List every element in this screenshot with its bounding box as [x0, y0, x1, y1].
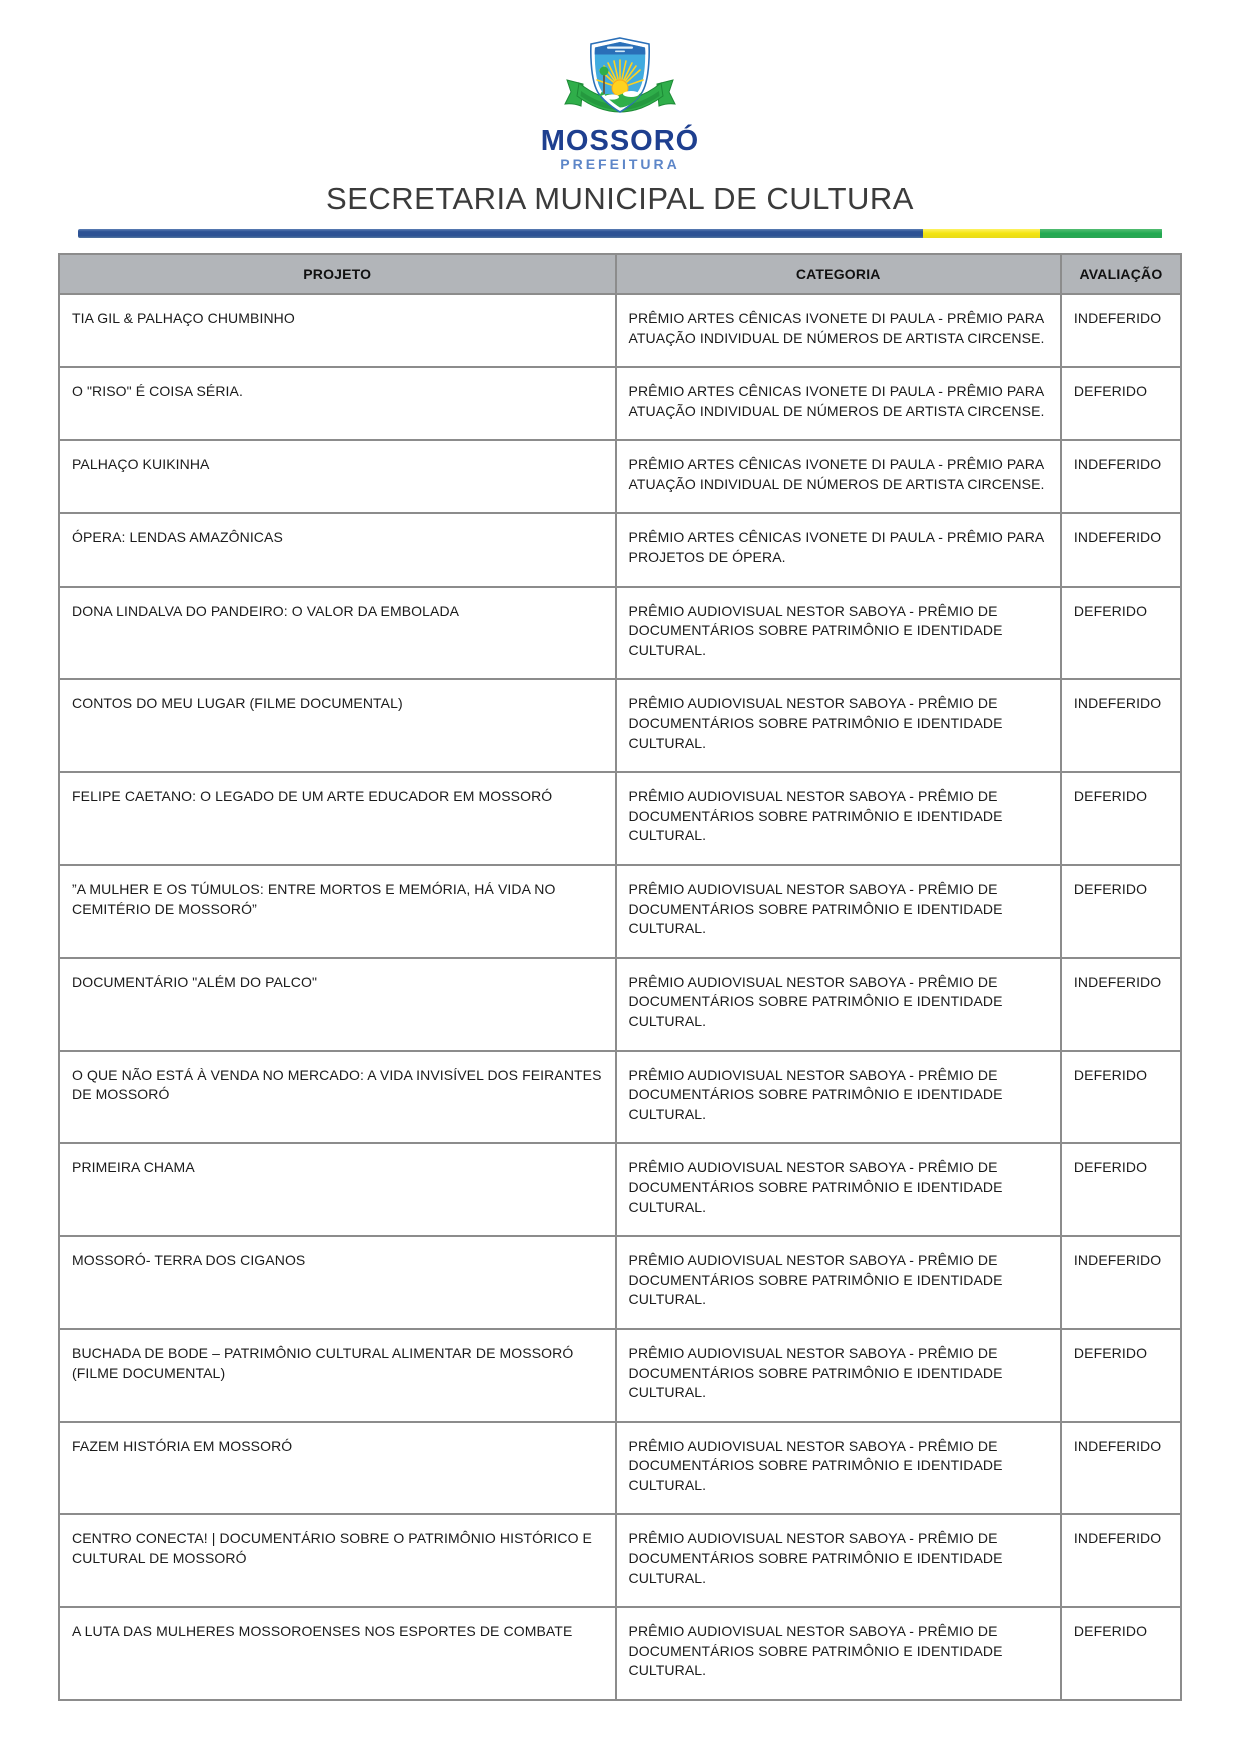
cell-categoria: PRÊMIO AUDIOVISUAL NESTOR SABOYA - PRÊMIO DE DOCUMENTÁRIOS SOBRE PATRIMÔNIO E IDENTIDADE CULTURAL. — [616, 1607, 1061, 1700]
cell-avaliacao: DEFERIDO — [1061, 367, 1181, 440]
cell-projeto: MOSSORÓ- TERRA DOS CIGANOS — [59, 1236, 616, 1329]
cell-categoria: PRÊMIO AUDIOVISUAL NESTOR SABOYA - PRÊMIO DE DOCUMENTÁRIOS SOBRE PATRIMÔNIO E IDENTIDADE CULTURAL. — [616, 865, 1061, 958]
cell-categoria: PRÊMIO ARTES CÊNICAS IVONETE DI PAULA - PRÊMIO PARA ATUAÇÃO INDIVIDUAL DE NÚMEROS DE ARTISTA CIRCENSE. — [616, 440, 1061, 513]
cell-avaliacao: DEFERIDO — [1061, 772, 1181, 865]
tricolor-divider-bar — [78, 229, 1163, 238]
table-body — [59, 294, 1181, 1700]
cell-projeto: PRIMEIRA CHAMA — [59, 1143, 616, 1236]
document-header — [0, 0, 1240, 238]
cell-avaliacao: INDEFERIDO — [1061, 1422, 1181, 1515]
cell-categoria: PRÊMIO ARTES CÊNICAS IVONETE DI PAULA - PRÊMIO PARA PROJETOS DE ÓPERA. — [616, 513, 1061, 586]
mossoro-crest-icon — [545, 36, 695, 124]
cell-avaliacao: DEFERIDO — [1061, 865, 1181, 958]
cell-projeto: ÓPERA: LENDAS AMAZÔNICAS — [59, 513, 616, 586]
cell-categoria: PRÊMIO AUDIOVISUAL NESTOR SABOYA - PRÊMIO DE DOCUMENTÁRIOS SOBRE PATRIMÔNIO E IDENTIDADE CULTURAL. — [616, 1236, 1061, 1329]
table-row — [59, 1514, 1181, 1607]
cell-categoria: PRÊMIO AUDIOVISUAL NESTOR SABOYA - PRÊMIO DE DOCUMENTÁRIOS SOBRE PATRIMÔNIO E IDENTIDADE CULTURAL. — [616, 679, 1061, 772]
cell-categoria: PRÊMIO AUDIOVISUAL NESTOR SABOYA - PRÊMIO DE DOCUMENTÁRIOS SOBRE PATRIMÔNIO E IDENTIDADE CULTURAL. — [616, 1514, 1061, 1607]
cell-projeto: TIA GIL & PALHAÇO CHUMBINHO — [59, 294, 616, 367]
cell-avaliacao: INDEFERIDO — [1061, 1236, 1181, 1329]
cell-projeto: FAZEM HISTÓRIA EM MOSSORÓ — [59, 1422, 616, 1515]
cell-categoria: PRÊMIO AUDIOVISUAL NESTOR SABOYA - PRÊMIO DE DOCUMENTÁRIOS SOBRE PATRIMÔNIO E IDENTIDADE CULTURAL. — [616, 1051, 1061, 1144]
cell-avaliacao: DEFERIDO — [1061, 1051, 1181, 1144]
table-row — [59, 958, 1181, 1051]
cell-projeto: CONTOS DO MEU LUGAR (FILME DOCUMENTAL) — [59, 679, 616, 772]
cell-categoria: PRÊMIO ARTES CÊNICAS IVONETE DI PAULA - PRÊMIO PARA ATUAÇÃO INDIVIDUAL DE NÚMEROS DE ARTISTA CIRCENSE. — [616, 367, 1061, 440]
table-row — [59, 865, 1181, 958]
page-title: SECRETARIA MUNICIPAL DE CULTURA — [326, 180, 914, 216]
cell-projeto: BUCHADA DE BODE – PATRIMÔNIO CULTURAL ALIMENTAR DE MOSSORÓ (FILME DOCUMENTAL) — [59, 1329, 616, 1422]
cell-categoria: PRÊMIO AUDIOVISUAL NESTOR SABOYA - PRÊMIO DE DOCUMENTÁRIOS SOBRE PATRIMÔNIO E IDENTIDADE CULTURAL. — [616, 958, 1061, 1051]
cell-projeto: DOCUMENTÁRIO "ALÉM DO PALCO" — [59, 958, 616, 1051]
table-row — [59, 1143, 1181, 1236]
table-row — [59, 1236, 1181, 1329]
cell-categoria: PRÊMIO AUDIOVISUAL NESTOR SABOYA - PRÊMIO DE DOCUMENTÁRIOS SOBRE PATRIMÔNIO E IDENTIDADE CULTURAL. — [616, 772, 1061, 865]
cell-projeto: O QUE NÃO ESTÁ À VENDA NO MERCADO: A VIDA INVISÍVEL DOS FEIRANTES DE MOSSORÓ — [59, 1051, 616, 1144]
table-row — [59, 440, 1181, 513]
table-row — [59, 1329, 1181, 1422]
cell-projeto: DONA LINDALVA DO PANDEIRO: O VALOR DA EMBOLADA — [59, 587, 616, 680]
cell-categoria: PRÊMIO AUDIOVISUAL NESTOR SABOYA - PRÊMIO DE DOCUMENTÁRIOS SOBRE PATRIMÔNIO E IDENTIDADE CULTURAL. — [616, 587, 1061, 680]
cell-categoria: PRÊMIO AUDIOVISUAL NESTOR SABOYA - PRÊMIO DE DOCUMENTÁRIOS SOBRE PATRIMÔNIO E IDENTIDADE CULTURAL. — [616, 1143, 1061, 1236]
table-row — [59, 513, 1181, 586]
column-header-categoria: CATEGORIA — [616, 254, 1061, 294]
column-header-avaliacao: AVALIAÇÃO — [1061, 254, 1181, 294]
cell-categoria: PRÊMIO AUDIOVISUAL NESTOR SABOYA - PRÊMIO DE DOCUMENTÁRIOS SOBRE PATRIMÔNIO E IDENTIDADE CULTURAL. — [616, 1422, 1061, 1515]
table-row — [59, 1607, 1181, 1700]
table-header-row — [59, 254, 1181, 294]
cell-avaliacao: DEFERIDO — [1061, 1329, 1181, 1422]
cell-categoria: PRÊMIO AUDIOVISUAL NESTOR SABOYA - PRÊMIO DE DOCUMENTÁRIOS SOBRE PATRIMÔNIO E IDENTIDADE CULTURAL. — [616, 1329, 1061, 1422]
cell-avaliacao: INDEFERIDO — [1061, 1514, 1181, 1607]
cell-projeto: PALHAÇO KUIKINHA — [59, 440, 616, 513]
cell-avaliacao: DEFERIDO — [1061, 1143, 1181, 1236]
cell-avaliacao: DEFERIDO — [1061, 587, 1181, 680]
cell-avaliacao: INDEFERIDO — [1061, 679, 1181, 772]
table-row — [59, 1422, 1181, 1515]
table-row — [59, 679, 1181, 772]
table-row — [59, 1051, 1181, 1144]
projects-table — [58, 253, 1182, 1701]
table-row — [59, 772, 1181, 865]
cell-projeto: CENTRO CONECTA! | DOCUMENTÁRIO SOBRE O PATRIMÔNIO HISTÓRICO E CULTURAL DE MOSSORÓ — [59, 1514, 616, 1607]
table-row — [59, 367, 1181, 440]
city-subtitle: PREFEITURA — [560, 156, 680, 173]
results-table-container — [58, 253, 1182, 1701]
cell-avaliacao: DEFERIDO — [1061, 1607, 1181, 1700]
cell-projeto: O "RISO" É COISA SÉRIA. — [59, 367, 616, 440]
table-row — [59, 294, 1181, 367]
column-header-projeto: PROJETO — [59, 254, 616, 294]
bar-segment-green — [1040, 229, 1163, 238]
cell-avaliacao: INDEFERIDO — [1061, 440, 1181, 513]
bar-segment-yellow — [923, 229, 1040, 238]
cell-projeto: A LUTA DAS MULHERES MOSSOROENSES NOS ESPORTES DE COMBATE — [59, 1607, 616, 1700]
cell-avaliacao: INDEFERIDO — [1061, 958, 1181, 1051]
city-name: MOSSORÓ — [540, 125, 700, 157]
table-row — [59, 587, 1181, 680]
bar-segment-blue — [78, 229, 923, 238]
cell-categoria: PRÊMIO ARTES CÊNICAS IVONETE DI PAULA - PRÊMIO PARA ATUAÇÃO INDIVIDUAL DE NÚMEROS DE ARTISTA CIRCENSE. — [616, 294, 1061, 367]
cell-avaliacao: INDEFERIDO — [1061, 294, 1181, 367]
cell-projeto: FELIPE CAETANO: O LEGADO DE UM ARTE EDUCADOR EM MOSSORÓ — [59, 772, 616, 865]
cell-projeto: ”A MULHER E OS TÚMULOS: ENTRE MORTOS E MEMÓRIA, HÁ VIDA NO CEMITÉRIO DE MOSSORÓ” — [59, 865, 616, 958]
cell-avaliacao: INDEFERIDO — [1061, 513, 1181, 586]
